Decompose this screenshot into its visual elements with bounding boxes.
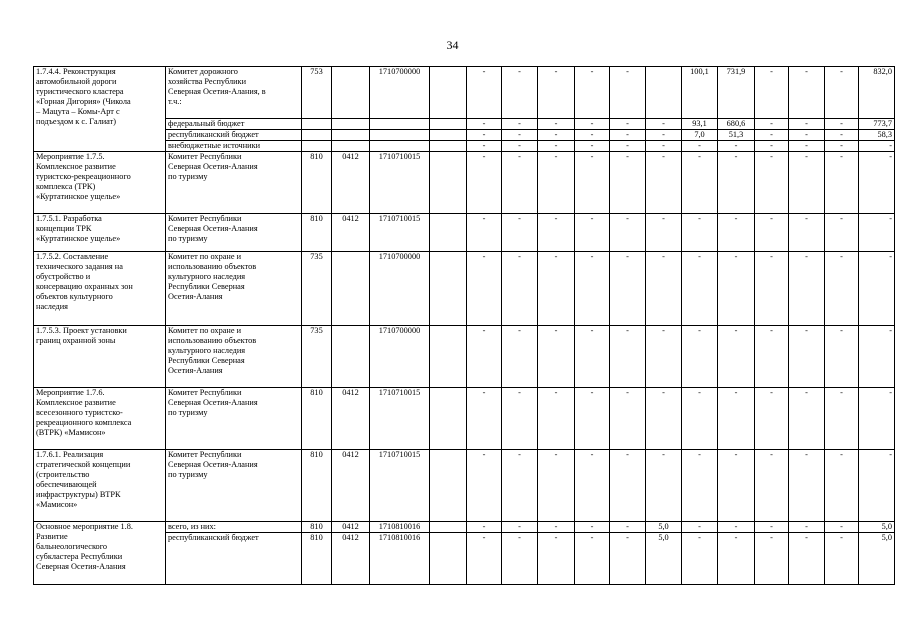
value-cell <box>646 67 682 119</box>
value-cell: - <box>467 388 502 450</box>
value-cell: - <box>789 326 825 388</box>
value-cell: - <box>789 152 825 214</box>
value-cell: - <box>502 214 538 252</box>
value-cell <box>430 214 467 252</box>
value-cell: - <box>718 326 755 388</box>
value-cell: - <box>682 252 718 326</box>
value-cell: - <box>502 252 538 326</box>
executor-cell: федеральный бюджет <box>166 119 302 130</box>
value-cell: - <box>502 450 538 522</box>
value-cell: - <box>789 141 825 152</box>
value-cell: - <box>718 252 755 326</box>
value-cell: - <box>859 141 895 152</box>
grbs-cell: 810 <box>302 214 332 252</box>
value-cell: - <box>610 130 646 141</box>
rzpr-cell <box>332 130 370 141</box>
value-cell: - <box>610 450 646 522</box>
value-cell: - <box>755 67 789 119</box>
value-cell: - <box>755 214 789 252</box>
value-cell: - <box>575 533 610 585</box>
value-cell: - <box>467 533 502 585</box>
value-cell: - <box>682 326 718 388</box>
value-cell: - <box>538 119 575 130</box>
value-cell: - <box>718 152 755 214</box>
value-cell: - <box>646 119 682 130</box>
value-cell: - <box>467 141 502 152</box>
value-cell <box>430 67 467 119</box>
grbs-cell: 810 <box>302 522 332 533</box>
rzpr-cell: 0412 <box>332 450 370 522</box>
executor-cell: всего, из них: <box>166 522 302 533</box>
value-cell: - <box>610 522 646 533</box>
value-cell: 5,0 <box>859 522 895 533</box>
value-cell <box>430 522 467 533</box>
value-cell: 832,0 <box>859 67 895 119</box>
value-cell: - <box>502 388 538 450</box>
value-cell: - <box>502 533 538 585</box>
value-cell: - <box>646 141 682 152</box>
csr-cell: 1710710015 <box>370 214 430 252</box>
activity-name-cell: 1.7.4.4. Реконструкция автомобильной дороги туристического кластера «Горная Дигория» (Чикола – Мацута – Комы-Арт с подъездом к с. Галиат) <box>34 67 166 152</box>
value-cell: 100,1 <box>682 67 718 119</box>
value-cell: - <box>610 252 646 326</box>
rzpr-cell: 0412 <box>332 214 370 252</box>
csr-cell: 1710700000 <box>370 252 430 326</box>
value-cell: 58,3 <box>859 130 895 141</box>
value-cell: - <box>859 152 895 214</box>
value-cell: - <box>575 119 610 130</box>
csr-cell: 1710700000 <box>370 326 430 388</box>
value-cell: - <box>718 141 755 152</box>
value-cell: - <box>467 214 502 252</box>
grbs-cell: 810 <box>302 388 332 450</box>
value-cell: - <box>718 450 755 522</box>
value-cell: - <box>575 252 610 326</box>
value-cell: - <box>467 522 502 533</box>
rzpr-cell <box>332 326 370 388</box>
csr-cell <box>370 130 430 141</box>
table-body <box>34 67 895 585</box>
value-cell: - <box>755 252 789 326</box>
value-cell: - <box>646 214 682 252</box>
value-cell: - <box>646 130 682 141</box>
value-cell: - <box>538 533 575 585</box>
value-cell: 773,7 <box>859 119 895 130</box>
value-cell <box>430 141 467 152</box>
value-cell: - <box>575 67 610 119</box>
grbs-cell <box>302 119 332 130</box>
value-cell: - <box>825 326 859 388</box>
value-cell: - <box>718 522 755 533</box>
value-cell: - <box>502 141 538 152</box>
value-cell: - <box>825 67 859 119</box>
value-cell: - <box>755 141 789 152</box>
value-cell: - <box>502 326 538 388</box>
grbs-cell: 735 <box>302 326 332 388</box>
value-cell: - <box>610 388 646 450</box>
value-cell: - <box>502 522 538 533</box>
table-row <box>34 522 895 533</box>
value-cell <box>430 130 467 141</box>
value-cell <box>430 533 467 585</box>
value-cell: 7,0 <box>682 130 718 141</box>
value-cell: - <box>682 152 718 214</box>
value-cell: - <box>789 450 825 522</box>
value-cell: - <box>538 450 575 522</box>
rzpr-cell: 0412 <box>332 152 370 214</box>
value-cell: - <box>825 141 859 152</box>
value-cell: - <box>502 130 538 141</box>
value-cell: 5,0 <box>646 533 682 585</box>
value-cell: - <box>682 214 718 252</box>
value-cell: - <box>575 130 610 141</box>
value-cell: 93,1 <box>682 119 718 130</box>
value-cell: - <box>825 522 859 533</box>
executor-cell: Комитет Республики Северная Осетия-Алания по туризму <box>166 152 302 214</box>
value-cell: - <box>789 533 825 585</box>
value-cell: - <box>467 252 502 326</box>
executor-cell: республиканский бюджет <box>166 533 302 585</box>
value-cell: - <box>538 388 575 450</box>
value-cell: - <box>789 130 825 141</box>
executor-cell: Комитет Республики Северная Осетия-Алания по туризму <box>166 214 302 252</box>
value-cell: - <box>825 388 859 450</box>
value-cell: - <box>538 522 575 533</box>
value-cell: - <box>575 450 610 522</box>
value-cell: - <box>646 252 682 326</box>
value-cell: - <box>538 326 575 388</box>
activity-name-cell: 1.7.5.2. Составление технического задания на обустройство и консервацию охранных зон объектов культурного наследия <box>34 252 166 326</box>
value-cell <box>430 388 467 450</box>
csr-cell: 1710710015 <box>370 388 430 450</box>
value-cell: - <box>610 119 646 130</box>
value-cell: - <box>467 326 502 388</box>
value-cell: 5,0 <box>859 533 895 585</box>
value-cell: - <box>467 119 502 130</box>
executor-cell: Комитет Республики Северная Осетия-Алания по туризму <box>166 450 302 522</box>
value-cell: - <box>682 533 718 585</box>
csr-cell: 1710710015 <box>370 152 430 214</box>
value-cell: - <box>575 152 610 214</box>
value-cell: - <box>682 388 718 450</box>
value-cell: - <box>538 141 575 152</box>
rzpr-cell <box>332 141 370 152</box>
rzpr-cell <box>332 67 370 119</box>
value-cell: - <box>646 152 682 214</box>
value-cell: - <box>502 67 538 119</box>
csr-cell <box>370 119 430 130</box>
value-cell <box>430 119 467 130</box>
value-cell: 731,9 <box>718 67 755 119</box>
rzpr-cell <box>332 252 370 326</box>
value-cell: - <box>789 388 825 450</box>
value-cell: - <box>538 67 575 119</box>
value-cell: - <box>467 130 502 141</box>
grbs-cell <box>302 141 332 152</box>
table-row <box>34 388 895 450</box>
value-cell: - <box>789 214 825 252</box>
value-cell: 5,0 <box>646 522 682 533</box>
csr-cell: 1710810016 <box>370 522 430 533</box>
executor-cell: Комитет Республики Северная Осетия-Алания по туризму <box>166 388 302 450</box>
value-cell: - <box>755 533 789 585</box>
value-cell: - <box>789 119 825 130</box>
value-cell: - <box>859 214 895 252</box>
table-row <box>34 252 895 326</box>
value-cell: - <box>755 450 789 522</box>
value-cell: - <box>825 119 859 130</box>
value-cell: - <box>467 67 502 119</box>
value-cell: - <box>859 388 895 450</box>
value-cell: - <box>859 326 895 388</box>
grbs-cell: 735 <box>302 252 332 326</box>
activity-name-cell: Мероприятие 1.7.5. Комплексное развитие туристско-рекреационного комплекса (ТРК) «Куртатинское ущелье» <box>34 152 166 214</box>
grbs-cell: 810 <box>302 533 332 585</box>
value-cell <box>430 450 467 522</box>
value-cell: - <box>718 214 755 252</box>
value-cell: - <box>575 522 610 533</box>
activity-name-cell: 1.7.5.3. Проект установки границ охранной зоны <box>34 326 166 388</box>
table-row <box>34 67 895 119</box>
rzpr-cell: 0412 <box>332 522 370 533</box>
value-cell: - <box>610 141 646 152</box>
activity-name-cell: 1.7.6.1. Реализация стратегической концепции (строительство обеспечивающей инфраструктуры) ВТРК «Мамисон» <box>34 450 166 522</box>
value-cell: 51,3 <box>718 130 755 141</box>
rzpr-cell: 0412 <box>332 533 370 585</box>
csr-cell: 1710710015 <box>370 450 430 522</box>
value-cell: - <box>682 522 718 533</box>
value-cell: - <box>538 152 575 214</box>
value-cell: - <box>538 130 575 141</box>
csr-cell: 1710700000 <box>370 67 430 119</box>
value-cell: - <box>575 214 610 252</box>
value-cell: - <box>789 522 825 533</box>
value-cell: - <box>646 450 682 522</box>
value-cell: - <box>682 450 718 522</box>
table-row <box>34 326 895 388</box>
grbs-cell: 810 <box>302 152 332 214</box>
value-cell: - <box>825 214 859 252</box>
executor-cell: Комитет по охране и использованию объектов культурного наследия Республики Северная Осетия-Алания <box>166 252 302 326</box>
value-cell: - <box>646 326 682 388</box>
activity-name-cell: 1.7.5.1. Разработка концепции ТРК «Куртатинское ущелье» <box>34 214 166 252</box>
table-row <box>34 214 895 252</box>
value-cell: - <box>610 67 646 119</box>
value-cell: - <box>467 152 502 214</box>
value-cell: - <box>538 252 575 326</box>
value-cell: - <box>789 252 825 326</box>
value-cell: 680,6 <box>718 119 755 130</box>
value-cell: - <box>755 119 789 130</box>
executor-cell: Комитет дорожного хозяйства Республики Северная Осетия-Алания, в т.ч.: <box>166 67 302 119</box>
value-cell: - <box>575 326 610 388</box>
value-cell <box>430 152 467 214</box>
value-cell: - <box>859 450 895 522</box>
grbs-cell: 753 <box>302 67 332 119</box>
value-cell: - <box>789 67 825 119</box>
value-cell: - <box>825 152 859 214</box>
value-cell: - <box>610 152 646 214</box>
value-cell: - <box>755 326 789 388</box>
csr-cell: 1710810016 <box>370 533 430 585</box>
budget-table <box>33 66 895 585</box>
value-cell: - <box>538 214 575 252</box>
value-cell: - <box>502 119 538 130</box>
value-cell: - <box>825 450 859 522</box>
value-cell: - <box>467 450 502 522</box>
executor-cell: внебюджетные источники <box>166 141 302 152</box>
activity-name-cell: Основное мероприятие 1.8. Развитие бальнеологического субкластера Республики Северная Осетия-Алания <box>34 522 166 585</box>
value-cell: - <box>755 130 789 141</box>
value-cell: - <box>646 388 682 450</box>
value-cell: - <box>859 252 895 326</box>
rzpr-cell <box>332 119 370 130</box>
value-cell: - <box>825 252 859 326</box>
value-cell: - <box>575 388 610 450</box>
value-cell: - <box>718 388 755 450</box>
value-cell: - <box>755 522 789 533</box>
value-cell: - <box>825 130 859 141</box>
value-cell: - <box>575 141 610 152</box>
value-cell: - <box>718 533 755 585</box>
activity-name-cell: Мероприятие 1.7.6. Комплексное развитие всесезонного туристско- рекреационного комплекса (ВТРК) «Мамисон» <box>34 388 166 450</box>
value-cell: - <box>610 214 646 252</box>
value-cell: - <box>755 152 789 214</box>
grbs-cell: 810 <box>302 450 332 522</box>
value-cell <box>430 252 467 326</box>
executor-cell: республиканский бюджет <box>166 130 302 141</box>
executor-cell: Комитет по охране и использованию объектов культурного наследия Республики Северная Осетия-Алания <box>166 326 302 388</box>
csr-cell <box>370 141 430 152</box>
rzpr-cell: 0412 <box>332 388 370 450</box>
table-row <box>34 152 895 214</box>
value-cell: - <box>682 141 718 152</box>
value-cell: - <box>825 533 859 585</box>
page-number: 34 <box>446 38 459 52</box>
value-cell: - <box>610 326 646 388</box>
grbs-cell <box>302 130 332 141</box>
value-cell: - <box>502 152 538 214</box>
value-cell: - <box>610 533 646 585</box>
value-cell <box>430 326 467 388</box>
table-row <box>34 450 895 522</box>
value-cell: - <box>755 388 789 450</box>
